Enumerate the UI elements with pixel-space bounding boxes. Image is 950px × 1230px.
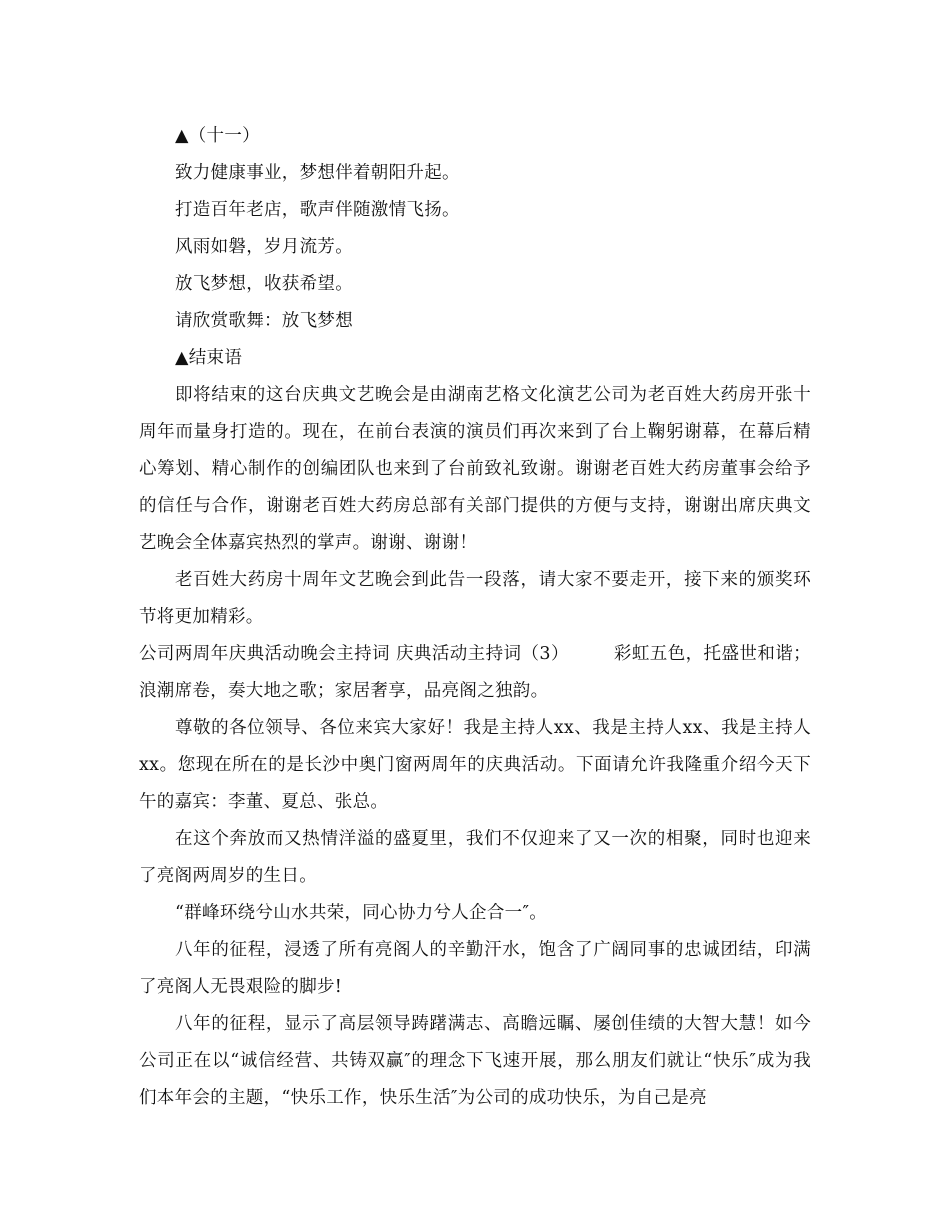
- paragraph: “群峰环绕兮山水共荣，同心协力兮人企合一″。: [175, 903, 548, 923]
- document-body: [139, 118, 811, 1117]
- paragraph: 致力健康事业，梦想伴着朝阳升起。: [175, 163, 460, 183]
- paragraph: 打造百年老店，歌声伴随激情飞扬。: [175, 200, 460, 220]
- document-title-line: 公司两周年庆典活动晚会主持词 庆典活动主持词（3） 彩虹五色，托盛世和谐；浪潮席卷，奏大地之歌；家居奢享，品亮阁之独韵。: [139, 644, 811, 701]
- paragraph: 在这个奔放而又热情洋溢的盛夏里，我们不仅迎来了又一次的相聚，同时也迎来了亮阁两周岁的生日。: [139, 829, 811, 886]
- paragraph: 尊敬的各位领导、各位来宾大家好！我是主持人xx、我是主持人xx、我是主持人xx。您现在所在的是长沙中奥门窗两周年的庆典活动。下面请允许我隆重介绍今天下午的嘉宾：李董、夏总、张总。: [139, 718, 811, 812]
- paragraph: 八年的征程，浸透了所有亮阁人的辛勤汗水，饱含了广阔同事的忠诚团结，印满了亮阁人无畏艰险的脚步!: [139, 940, 811, 997]
- paragraph: 老百姓大药房十周年文艺晚会到此告一段落，请大家不要走开，接下来的颁奖环节将更加精彩。: [139, 570, 811, 627]
- section-heading-11: ▲（十一）: [175, 126, 260, 146]
- paragraph: 八年的征程，显示了高层领导踌躇满志、高瞻远瞩、屡创佳绩的大智大慧！如今公司正在以“诚信经营、共铸双赢″的理念下飞速开展，那么朋友们就让“快乐″成为我们本年会的主题，“快乐工作，快乐生活″为公司的成功快乐，为自己是亮: [139, 1014, 811, 1108]
- paragraph: 请欣赏歌舞：放飞梦想: [175, 311, 353, 331]
- paragraph: 风雨如磐，岁月流芳。: [175, 237, 353, 257]
- paragraph: 放飞梦想，收获希望。: [175, 274, 353, 294]
- section-heading-closing: ▲结束语: [175, 348, 243, 368]
- paragraph: 即将结束的这台庆典文艺晚会是由湖南艺格文化演艺公司为老百姓大药房开张十周年而量身打造的。现在，在前台表演的演员们再次来到了台上鞠躬谢幕，在幕后精心筹划、精心制作的创编团队也来到了台前致礼致谢。谢谢老百姓大药房董事会给予的信任与合作，谢谢老百姓大药房总部有关部门提供的方便与支持，谢谢出席庆典文艺晚会全体嘉宾热烈的掌声。谢谢、谢谢！: [139, 385, 811, 553]
